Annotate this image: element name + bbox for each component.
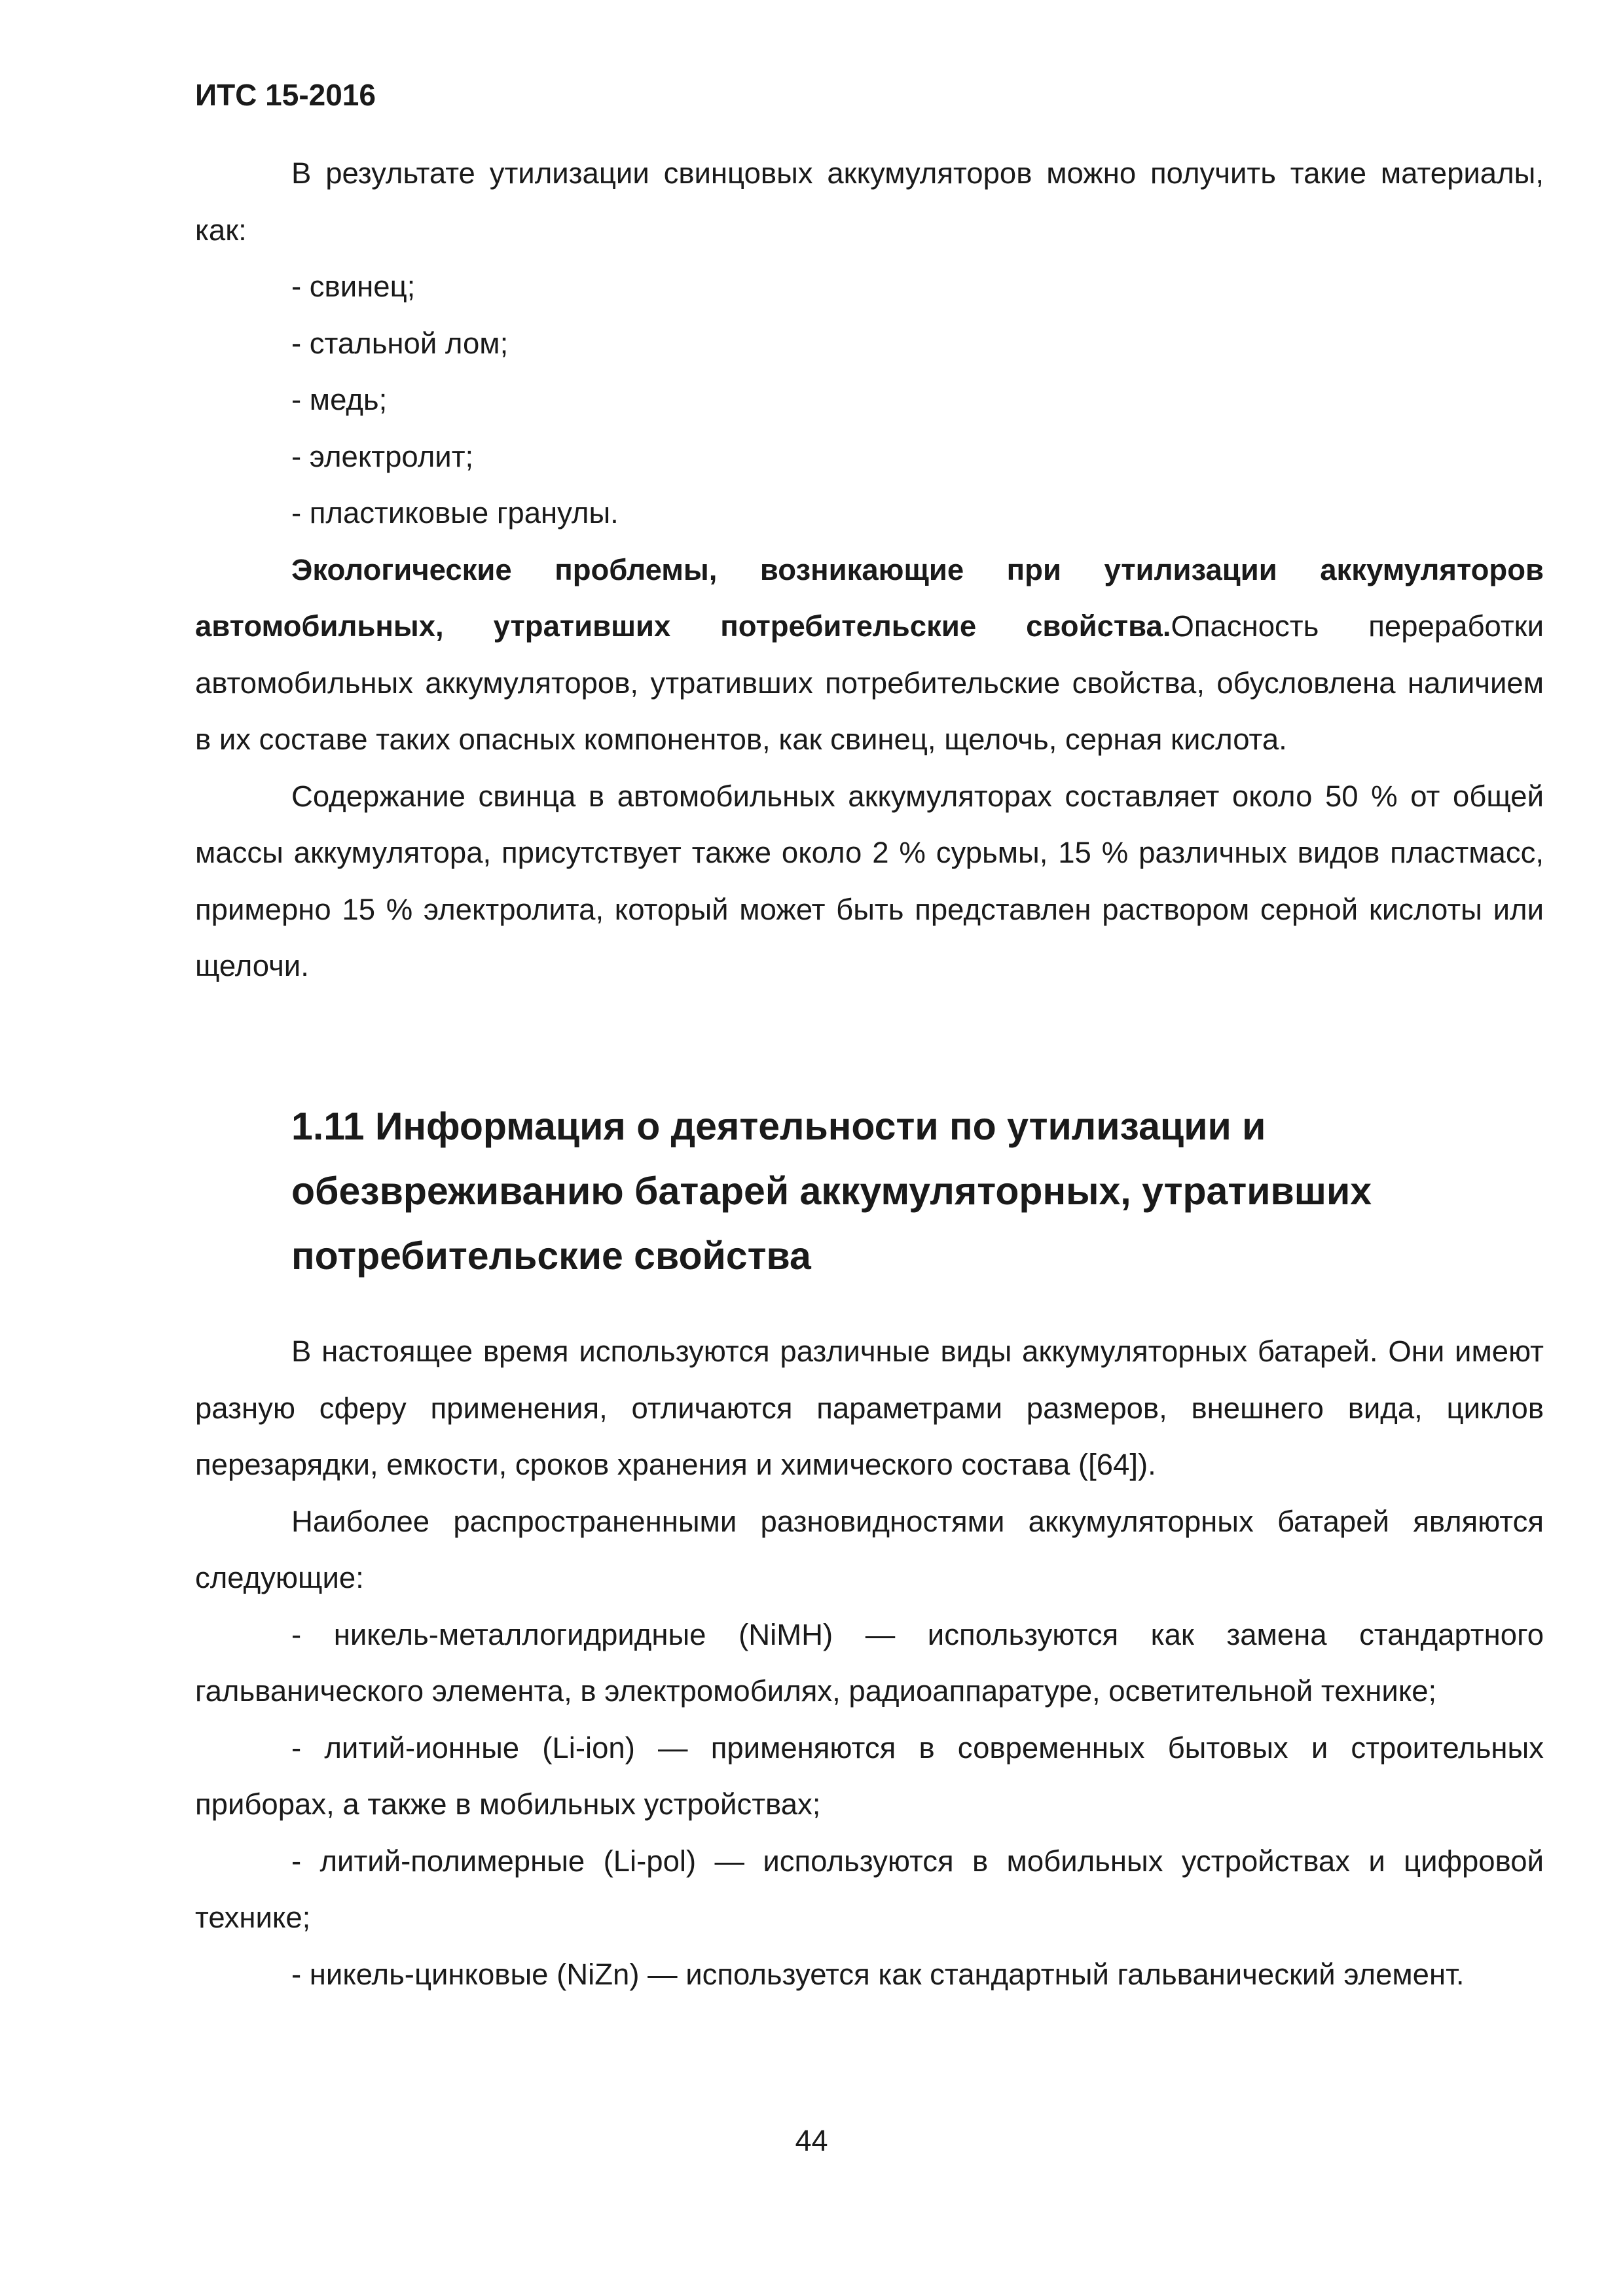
page-number: 44 bbox=[795, 2124, 828, 2157]
list-item: - медь; bbox=[291, 383, 388, 416]
body-text-bottom bbox=[195, 1323, 1544, 2003]
eco-problems-text: Опасность переработки автомобильных аккумуляторов, утративших потребительские свойства, обусловлена наличием в их составе таких опасных компонентов, как свинец, щелочь, серная кислота. bbox=[195, 609, 1544, 756]
list-item: - свинец; bbox=[291, 270, 416, 303]
battery-type-item: - литий-полимерные (Li-pol) — используются в мобильных устройствах и цифровой технике; bbox=[195, 1844, 1544, 1934]
body-text-top bbox=[195, 145, 1544, 995]
battery-type-item: - литий-ионные (Li-ion) — применяются в современных бытовых и строительных приборах, а также в мобильных устройствах; bbox=[195, 1731, 1544, 1821]
eco-problems-paragraph bbox=[195, 542, 1544, 768]
document-code: ИТС 15-2016 bbox=[195, 78, 376, 112]
section-paragraph-2: Наиболее распространенными разновидностями аккумуляторных батарей являются следующие: bbox=[195, 1504, 1544, 1594]
battery-type-item: - никель-цинковые (NiZn) — используется как стандартный гальванический элемент. bbox=[291, 1957, 1465, 1991]
intro-paragraph: В результате утилизации свинцовых аккумуляторов можно получить такие материалы, как: bbox=[195, 156, 1544, 247]
section-title: 1.11 Информация о деятельности по утилизации и обезвреживанию батарей аккумуляторных, утративших потребительские свойства bbox=[291, 1105, 1372, 1278]
list-item: - электролит; bbox=[291, 439, 474, 473]
section-paragraph-1: В настоящее время используются различные виды аккумуляторных батарей. Они имеют разную сферу применения, отличаются параметрами размеров, внешнего вида, циклов перезарядки, емкости, сроков хранения и химического состава ([64]). bbox=[195, 1335, 1544, 1481]
eco-problems-heading: Экологические проблемы, возникающие при утилизации аккумуляторов автомобильных, утративших потребительские свойства. bbox=[195, 552, 1544, 643]
list-item: - стальной лом; bbox=[291, 326, 509, 360]
lead-content-paragraph: Содержание свинца в автомобильных аккумуляторах составляет около 50 % от общей массы аккумулятора, присутствует также около 2 % сурьмы, 15 % различных видов пластмасс, примерно 15 % электролита, который может быть представлен раствором серной кислоты или щелочи. bbox=[195, 779, 1544, 982]
battery-type-item: - никель-металлогидридные (NiMH) — используются как замена стандартного гальванического элемента, в электромобилях, радиоаппаратуре, осветительной технике; bbox=[195, 1617, 1544, 1708]
list-item: - пластиковые гранулы. bbox=[291, 496, 619, 529]
